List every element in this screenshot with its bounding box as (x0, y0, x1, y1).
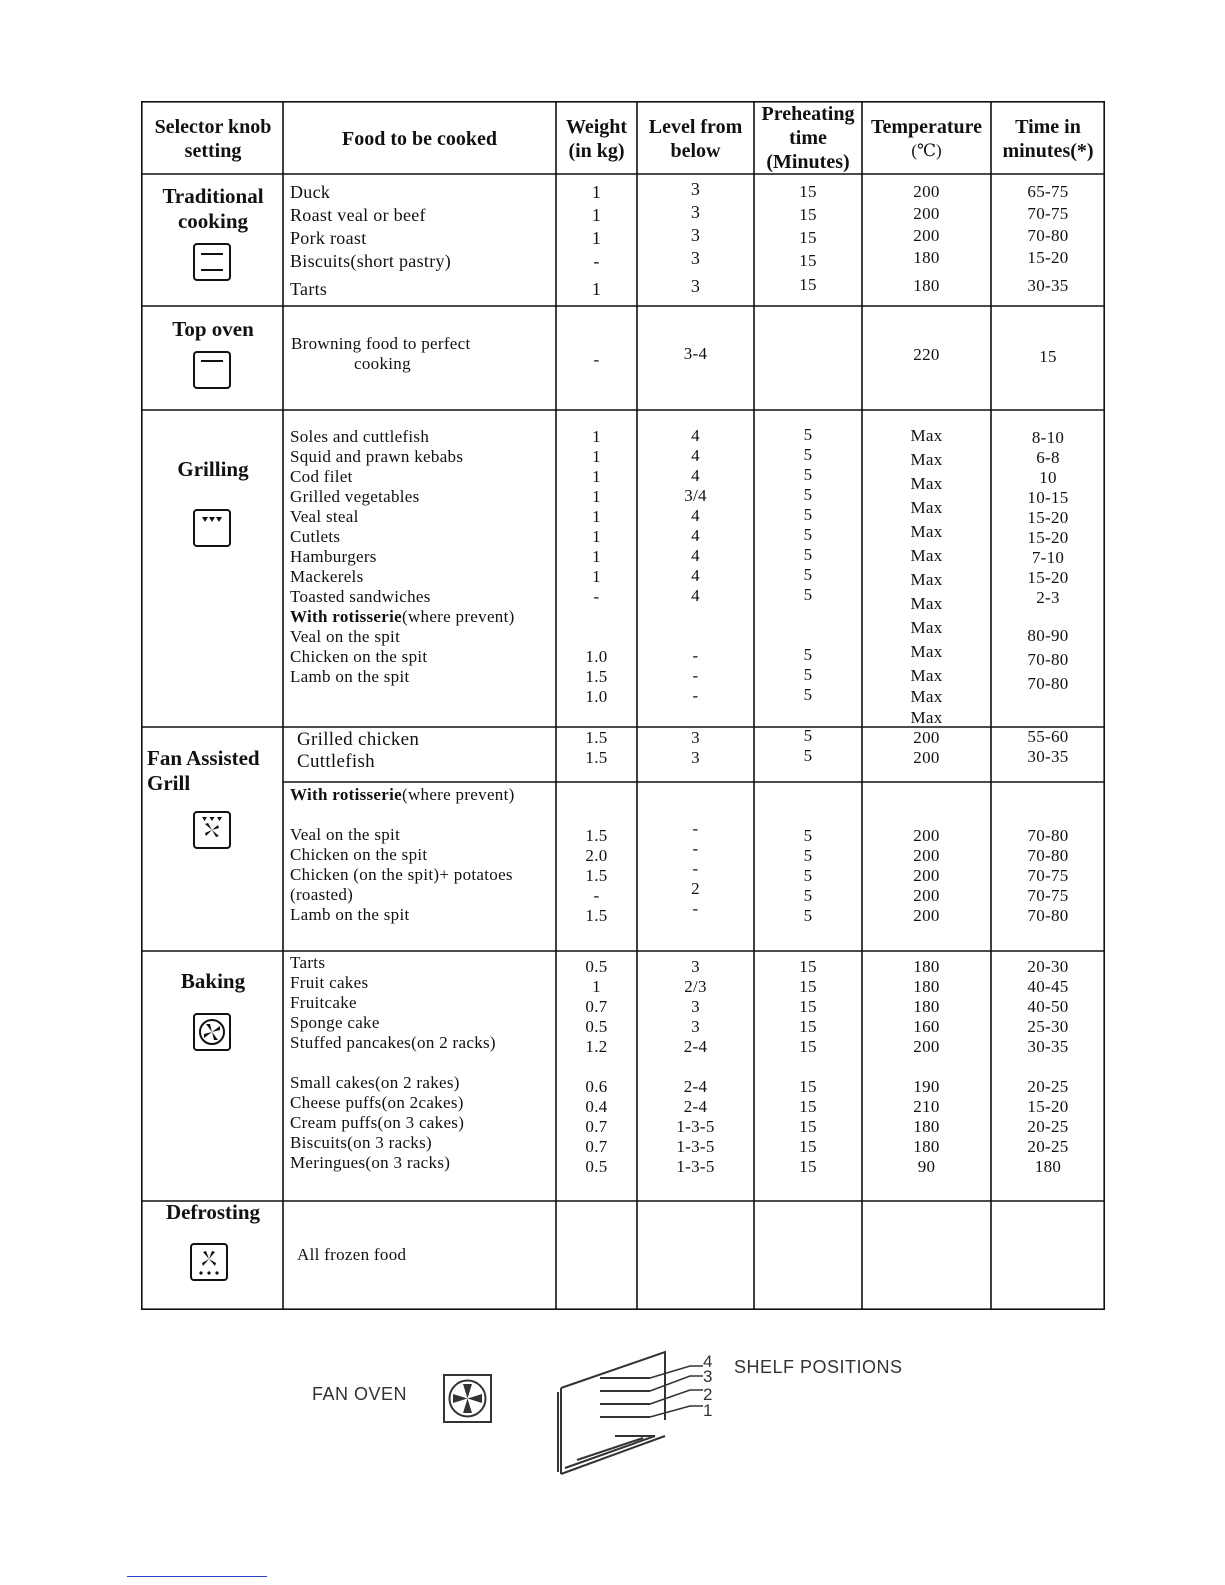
table-cell: 1.5 (585, 748, 608, 767)
table-cell: 200 (913, 866, 940, 885)
table-cell: 20-30 (1027, 957, 1069, 976)
fan-grill-top-levels (637, 728, 754, 768)
table-cell: Max (910, 666, 943, 685)
list-item: Meringues(on 3 racks) (290, 1153, 451, 1172)
traditional-oven-icon (193, 243, 231, 281)
list-item: Chicken on the spit (290, 647, 428, 666)
fan-grill-top-times (991, 727, 1105, 767)
table-cell: - (593, 587, 600, 606)
top-oven-weight (556, 350, 637, 370)
table-cell: 30-35 (1027, 747, 1069, 766)
traditional-levels (637, 179, 754, 299)
table-cell: 3 (690, 179, 701, 199)
grill-icon (193, 509, 231, 547)
table-cell: 5 (803, 746, 813, 765)
grilling-preheat (754, 425, 862, 705)
list-item: Duck (290, 182, 331, 202)
list-item: Grilled vegetables (290, 487, 420, 506)
table-cell: 70-80 (1027, 650, 1069, 669)
table-cell: 70-80 (1027, 226, 1069, 245)
oven-shelf-diagram (555, 1340, 755, 1490)
table-cell: 70-80 (1027, 846, 1069, 865)
table-cell: 30-35 (1027, 1037, 1069, 1056)
table-cell: 200 (913, 886, 940, 905)
table-cell: 180 (913, 276, 940, 295)
table-cell: 2.0 (585, 846, 608, 865)
table-cell: 5 (803, 465, 813, 484)
table-cell: 180 (913, 957, 940, 976)
header-level: Level from below (648, 115, 743, 162)
top-oven-time (991, 347, 1105, 367)
table-cell: 2-3 (1036, 588, 1060, 607)
table-cell: 20-25 (1027, 1137, 1069, 1156)
fan-grill-top-weights (556, 728, 637, 768)
table-cell: 90 (917, 1157, 936, 1176)
baking-weights (556, 957, 637, 1177)
table-cell: Max (910, 594, 943, 613)
table-cell: 0.7 (585, 1137, 608, 1156)
table-cell: - (692, 859, 699, 878)
table-cell: 15 (799, 1077, 817, 1096)
header-time: Time in minutes(*) (1002, 115, 1094, 162)
shelf-number: 3 (703, 1367, 713, 1386)
table-cell: 4 (691, 466, 700, 485)
header-selector: Selector knob setting (154, 115, 272, 162)
table-cell: 0.5 (585, 957, 608, 976)
top-oven-level (637, 344, 754, 364)
list-item: Roast veal or beef (290, 205, 426, 225)
table-cell (862, 1057, 991, 1077)
table-cell: 210 (913, 1097, 940, 1116)
table-cell: - (692, 819, 699, 838)
table-cell: 1.2 (585, 1037, 608, 1056)
baking-levels (637, 957, 754, 1177)
table-cell: 3 (691, 957, 700, 976)
table-cell: 180 (913, 997, 940, 1016)
table-cell (556, 1057, 637, 1077)
table-cell: 2-4 (683, 1097, 708, 1116)
grilling-levels (637, 426, 754, 706)
fan-grill-weights (556, 826, 637, 926)
list-item: Fruitcake (290, 993, 357, 1012)
table-cell: 180 (913, 977, 940, 996)
list-item: Squid and prawn kebabs (290, 447, 464, 466)
table-cell: Max (910, 618, 943, 637)
table-cell: 15 (799, 1097, 817, 1116)
selector-traditional: Traditional cooking (162, 184, 264, 233)
table-cell: 15 (799, 205, 817, 224)
table-cell: 3 (691, 997, 700, 1016)
list-item: Lamb on the spit (290, 905, 410, 924)
shelf-number: 4 (703, 1352, 713, 1371)
fan-grill-temps (862, 826, 991, 926)
table-cell: 0.4 (585, 1097, 608, 1116)
traditional-times (991, 182, 1105, 298)
table-cell: 3 (691, 1017, 700, 1036)
fan-grill-top-foods (297, 729, 556, 773)
table-cell: 5 (803, 525, 813, 544)
footer-link-underline (127, 1576, 267, 1577)
table-cell: 2/3 (684, 977, 707, 996)
table-cell: Max (910, 708, 943, 727)
table-cell: 1 (591, 228, 602, 248)
cooking-table (141, 101, 1105, 1310)
list-item: Grilled chicken (297, 729, 420, 750)
table-cell: 1 (592, 527, 601, 546)
table-cell: 5 (803, 906, 813, 925)
table-cell: 200 (913, 748, 940, 767)
table-cell: 4 (691, 446, 700, 465)
table-cell: Max (910, 522, 943, 541)
table-cell: 8-10 (1031, 428, 1065, 447)
table-cell: 1 (591, 205, 602, 225)
table-cell: 3/4 (684, 486, 707, 505)
fan-grill-preheat (754, 826, 862, 926)
table-cell: 3-4 (683, 344, 708, 363)
table-cell: 15 (799, 977, 817, 996)
baking-preheat (754, 957, 862, 1177)
table-cell: 15-20 (1027, 528, 1069, 547)
baking-temps (862, 957, 991, 1177)
table-cell: 5 (803, 726, 813, 745)
table-cell: - (692, 646, 699, 665)
table-cell: 5 (803, 685, 813, 704)
table-cell: 5 (803, 445, 813, 464)
fan-assisted-grill-icon (193, 811, 231, 849)
table-cell: Max (910, 474, 943, 493)
table-cell: 30-35 (1027, 276, 1069, 295)
baking-times (991, 957, 1105, 1177)
fan-oven-icon (443, 1374, 492, 1423)
table-cell (637, 1057, 754, 1077)
shelf-number: 1 (703, 1401, 713, 1420)
list-item: Cutlets (290, 527, 341, 546)
list-item: Chicken (on the spit)+ potatoes (290, 865, 513, 884)
list-item: Biscuits(on 3 racks) (290, 1133, 432, 1152)
list-item: Tarts (290, 953, 326, 972)
table-cell (991, 1057, 1105, 1077)
list-item: All frozen food (297, 1245, 407, 1264)
table-cell: 200 (913, 906, 940, 925)
table-cell: 200 (913, 182, 940, 201)
defrost-icon (190, 1243, 228, 1281)
table-cell: 1 (592, 567, 601, 586)
grilling-foods (290, 427, 556, 687)
list-item: Cod filet (290, 467, 353, 486)
table-cell: 15 (799, 1137, 817, 1156)
list-item: Pork roast (290, 228, 367, 248)
table-cell: 5 (803, 485, 813, 504)
table-cell: 70-75 (1027, 886, 1069, 905)
selector-baking: Baking (180, 969, 246, 993)
table-cell: Max (910, 498, 943, 517)
table-cell: 5 (803, 886, 813, 905)
table-cell: 10 (1039, 468, 1057, 487)
bottom-legend (0, 1340, 1225, 1500)
table-cell: 40-50 (1027, 997, 1069, 1016)
table-cell: 5 (803, 425, 813, 444)
table-cell: 1.5 (585, 826, 608, 845)
table-cell: 6-8 (1036, 448, 1060, 467)
table-cell: 10-15 (1027, 488, 1069, 507)
table-cell: 15 (1039, 347, 1057, 366)
table-cell: 70-80 (1027, 826, 1069, 845)
fan-grill-rotisserie-foods (290, 785, 556, 925)
table-cell: 200 (913, 728, 940, 747)
table-cell: - (692, 839, 699, 858)
header-temp-label: Temperature (870, 115, 983, 138)
fan-oven-label: FAN OVEN (312, 1384, 408, 1404)
traditional-weights (556, 182, 637, 302)
list-item (290, 785, 556, 805)
fan-grill-top-temps (862, 728, 991, 768)
header-temperature (862, 103, 991, 174)
fan-grill-top-preheat (754, 726, 862, 766)
table-cell: Max (910, 450, 943, 469)
table-cell: 15 (799, 1157, 817, 1176)
table-cell: 65-75 (1027, 182, 1069, 201)
table-cell: 1.0 (585, 687, 608, 706)
table-cell: 7-10 (1031, 548, 1065, 567)
table-cell: 70-80 (1027, 906, 1069, 925)
grilling-temps (862, 426, 991, 729)
table-cell: 1.5 (585, 728, 608, 747)
table-cell: 15-20 (1027, 1097, 1069, 1116)
list-item: Hamburgers (290, 547, 377, 566)
table-cell: 5 (803, 585, 813, 604)
rotisserie-note: (where prevent) (402, 607, 515, 626)
table-cell: 180 (913, 1137, 940, 1156)
list-item: Cuttlefish (297, 751, 375, 772)
table-cell: 200 (913, 226, 940, 245)
list-item: Mackerels (290, 567, 364, 586)
header-weight: Weight (in kg) (565, 115, 628, 162)
list-item: Stuffed pancakes(on 2 racks) (290, 1033, 496, 1052)
list-item (290, 1053, 556, 1073)
list-item: Fruit cakes (290, 973, 369, 992)
table-cell: 1.5 (585, 866, 608, 885)
table-cell: 0.5 (585, 1157, 608, 1176)
table-cell: 15-20 (1027, 568, 1069, 587)
baking-foods (290, 953, 556, 1173)
table-cell: 3 (690, 248, 701, 268)
table-cell: 15 (799, 997, 817, 1016)
table-cell: 5 (803, 866, 813, 885)
table-cell: 5 (803, 645, 813, 664)
header-preheat: Preheating time (Minutes) (761, 102, 855, 173)
table-cell: 220 (913, 345, 940, 364)
table-cell: 4 (691, 586, 700, 605)
list-item: Biscuits(short pastry) (290, 251, 452, 271)
table-cell: 15 (799, 251, 817, 270)
table-cell: 3 (690, 202, 701, 222)
table-cell: 5 (803, 826, 813, 845)
table-cell: 2 (691, 879, 700, 898)
table-cell: 180 (1034, 1157, 1062, 1176)
table-cell: 1 (591, 182, 602, 202)
list-item (290, 607, 556, 627)
table-cell: 1 (591, 279, 602, 299)
table-cell: 1.0 (585, 647, 608, 666)
table-cell: Max (910, 570, 943, 589)
table-cell: 4 (691, 526, 700, 545)
table-cell: 20-25 (1027, 1077, 1069, 1096)
table-cell: 5 (803, 565, 813, 584)
table-cell: 25-30 (1027, 1017, 1069, 1036)
table-cell: 0.7 (585, 1117, 608, 1136)
table-cell: 3 (691, 728, 700, 747)
table-cell: 4 (691, 426, 700, 445)
table-cell: 0.7 (585, 997, 608, 1016)
list-item: Sponge cake (290, 1013, 380, 1032)
shelf-number: 2 (703, 1385, 713, 1404)
table-cell: 15 (799, 182, 817, 201)
table-cell: 3 (690, 225, 701, 245)
table-cell: 80-90 (1027, 626, 1069, 645)
list-item: Small cakes(on 2 rakes) (290, 1073, 460, 1092)
table-cell: 1 (592, 547, 601, 566)
table-cell: 4 (691, 566, 700, 585)
selector-grilling: Grilling (177, 457, 249, 481)
header-food: Food to be cooked (342, 127, 497, 150)
table-cell: 5 (803, 545, 813, 564)
table-cell: 1-3-5 (676, 1137, 715, 1156)
table-cell: 15-20 (1027, 248, 1069, 267)
defrost-foods (297, 1245, 556, 1265)
list-item: Chicken on the spit (290, 845, 428, 864)
table-cell: 5 (803, 665, 813, 684)
selector-top-oven: Top oven (172, 317, 254, 341)
table-cell: 20-25 (1027, 1117, 1069, 1136)
table-cell: 40-45 (1027, 977, 1069, 996)
table-cell: 200 (913, 826, 940, 845)
table-cell: 15 (799, 275, 817, 294)
rotisserie-bold: With rotisserie (290, 785, 402, 804)
top-oven-foods (291, 334, 556, 374)
table-cell: Max (910, 546, 943, 565)
table-cell: 1 (592, 427, 601, 446)
table-cell: 3 (691, 748, 700, 767)
table-cell: 200 (913, 846, 940, 865)
table-cell: 1.5 (585, 906, 608, 925)
list-item: Soles and cuttlefish (290, 427, 430, 446)
list-item: Cheese puffs(on 2cakes) (290, 1093, 464, 1112)
table-cell: 200 (913, 1037, 940, 1056)
list-item: Veal steal (290, 507, 359, 526)
list-item: Toasted sandwiches (290, 587, 431, 606)
table-cell: 70-75 (1027, 866, 1069, 885)
table-cell: - (593, 251, 600, 271)
table-cell: 1.5 (585, 667, 608, 686)
rotisserie-bold: With rotisserie (290, 607, 402, 626)
list-item: Tarts (290, 279, 328, 299)
table-cell: 3 (690, 276, 701, 296)
table-cell: 15 (799, 228, 817, 247)
table-cell: 1 (592, 507, 601, 526)
table-cell: 70-80 (1027, 674, 1069, 693)
list-item: Lamb on the spit (290, 667, 410, 686)
header-temp-unit: (℃) (911, 140, 942, 160)
table-cell: 0.6 (585, 1077, 608, 1096)
table-cell: Max (910, 642, 943, 661)
table-cell: 15 (799, 1037, 817, 1056)
table-cell: 190 (913, 1077, 940, 1096)
table-cell: 1-3-5 (676, 1117, 715, 1136)
table-cell: 200 (913, 204, 940, 223)
list-item: Veal on the spit (290, 825, 401, 844)
table-cell: 2-4 (683, 1077, 708, 1096)
list-item: (roasted) (290, 885, 354, 904)
selector-fan-grill: Fan Assisted Grill (147, 746, 260, 795)
shelf-positions-label: SHELF POSITIONS (734, 1357, 903, 1377)
table-cell: 5 (803, 846, 813, 865)
table-cell: - (692, 686, 699, 705)
table-cell: 5 (803, 505, 813, 524)
table-cell: 180 (913, 1117, 940, 1136)
table-cell: 4 (691, 506, 700, 525)
traditional-foods (290, 182, 555, 302)
selector-defrosting: Defrosting (165, 1200, 261, 1224)
table-cell: 180 (913, 248, 940, 267)
table-cell: - (692, 666, 699, 685)
list-item: Veal on the spit (290, 627, 401, 646)
baking-fan-icon (193, 1013, 231, 1051)
table-cell: 1 (592, 487, 601, 506)
grilling-weights (556, 427, 637, 707)
shelf-numbers (703, 1354, 712, 1418)
table-cell: 70-75 (1027, 204, 1069, 223)
table-cell: 0.5 (585, 1017, 608, 1036)
table-cell: 55-60 (1027, 727, 1069, 746)
top-oven-icon (193, 351, 231, 389)
table-cell: - (593, 350, 600, 369)
rotisserie-note: (where prevent) (402, 785, 515, 804)
table-cell: 160 (913, 1017, 940, 1036)
table-cell: 1 (592, 447, 601, 466)
table-cell: Max (910, 426, 943, 445)
list-item: Cream puffs(on 3 cakes) (290, 1113, 465, 1132)
table-cell: 15 (799, 957, 817, 976)
table-cell: - (692, 899, 699, 918)
table-cell: 1-3-5 (676, 1157, 715, 1176)
table-cell (754, 1057, 862, 1077)
list-item: Browning food to perfect (291, 334, 471, 353)
table-cell: 15 (799, 1117, 817, 1136)
grilling-times (991, 428, 1105, 694)
table-cell: 15-20 (1027, 508, 1069, 527)
list-item: cooking (354, 354, 411, 373)
table-cell: Max (910, 687, 943, 706)
traditional-temps (862, 182, 991, 298)
table-cell: 2-4 (683, 1037, 708, 1056)
fan-grill-levels (637, 819, 754, 919)
table-cell: 4 (691, 546, 700, 565)
table-cell: - (593, 886, 600, 905)
fan-grill-times (991, 826, 1105, 926)
table-cell: 1 (592, 467, 601, 486)
traditional-preheat (754, 182, 862, 298)
table-cell: 1 (592, 977, 601, 996)
top-oven-temp (862, 345, 991, 365)
table-cell: 15 (799, 1017, 817, 1036)
